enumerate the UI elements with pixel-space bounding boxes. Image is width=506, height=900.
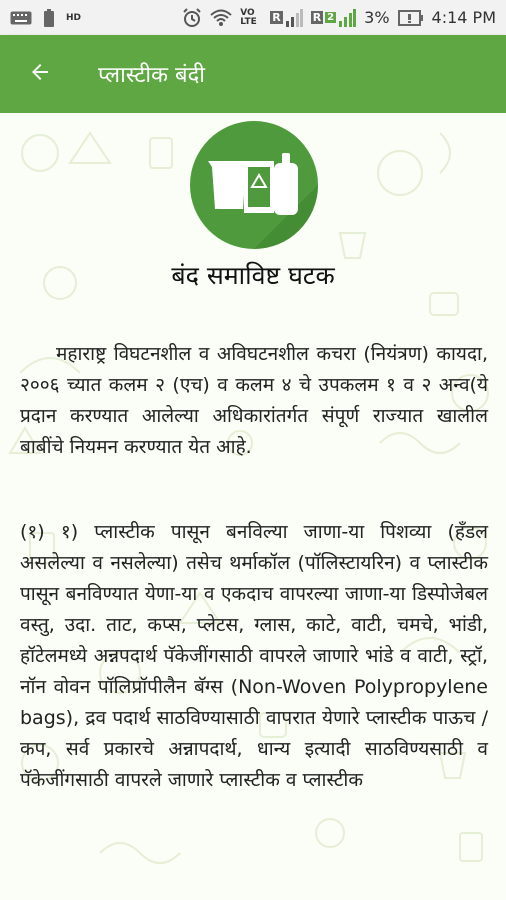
status-right-icons bbox=[182, 8, 496, 28]
status-bar bbox=[0, 0, 506, 35]
sim2-number-badge: 2 bbox=[327, 12, 335, 23]
volte-indicator: VO LTE bbox=[240, 7, 257, 27]
sim2-roaming-badge: R bbox=[312, 11, 322, 24]
status-left-icons bbox=[10, 9, 81, 27]
battery-icon bbox=[398, 10, 424, 26]
wifi-icon bbox=[210, 9, 232, 27]
back-button[interactable] bbox=[12, 46, 68, 102]
sim2-signal-icon bbox=[311, 9, 356, 27]
battery-percent: 3% bbox=[364, 8, 390, 27]
app-bar bbox=[0, 35, 506, 113]
page-title: प्लास्टीक बंदी bbox=[98, 63, 205, 88]
sim1-signal-icon bbox=[270, 9, 302, 27]
section-heading: बंद समाविष्ट घटक bbox=[171, 261, 335, 290]
paragraph-intro: महाराष्ट्र विघटनशील व अविघटनशील कचरा (नियंत्रण) कायदा, २००६ च्यात कलम २ (एच) व कलम ४ चे उपकलम १ व २ अन्व(ये प्रदान करण्यात आलेल्या अधिकारांतर्गत संपूर्ण राज्यात खालील बाबींचे नियमन करण्यात येत आहे. bbox=[20, 343, 488, 458]
recycle-logo bbox=[190, 121, 318, 249]
battery-alert-icon bbox=[44, 9, 54, 27]
clock: 4:14 PM bbox=[431, 8, 496, 27]
arrow-left-icon bbox=[28, 60, 52, 88]
sim1-roaming-badge: R bbox=[272, 11, 281, 24]
hd-indicator: HD bbox=[66, 12, 82, 23]
alarm-icon bbox=[182, 8, 202, 28]
content-scroll-area[interactable] bbox=[0, 113, 506, 900]
paragraph-item-1: (१) १) प्लास्टीक पासून बनविल्या जाणा-या पिशव्या (हँडल असलेल्या व नसलेल्या) तसेच थर्माकॉल (पॉलिस्टायरिन) व प्लास्टीक पासून बनविण्यात येणा-या व एकदाच वापरल्या जाणा-या डिस्पोजेबल वस्तु, उदा. ताट, कप्स, प्लेटस, ग्लास, काटे, वाटी, चमचे, भांडी, हॉटेलमध्ये अन्नपदार्थ पॅकेजींगसाठी वापरले जाणारे भांडे व वाटी, स्ट्रॉ, नॉन वोवन पॉलिप्रॉपीलैन बॅग्स (Non-Woven Polypropylene bags), द्रव पदार्थ साठविण्यासाठी वापरात येणारे प्लास्टीक पाऊच / कप, सर्व प्रकारचे अन्नापदार्थ, धान्य इत्यादी साठविण्यसाठी व पॅकेजींगसाठी वापरले जाणारे प्लास्टीक व प्लास्टीक bbox=[20, 521, 488, 791]
keyboard-icon bbox=[10, 11, 32, 25]
recycle-bin-bottle-icon bbox=[190, 121, 318, 249]
